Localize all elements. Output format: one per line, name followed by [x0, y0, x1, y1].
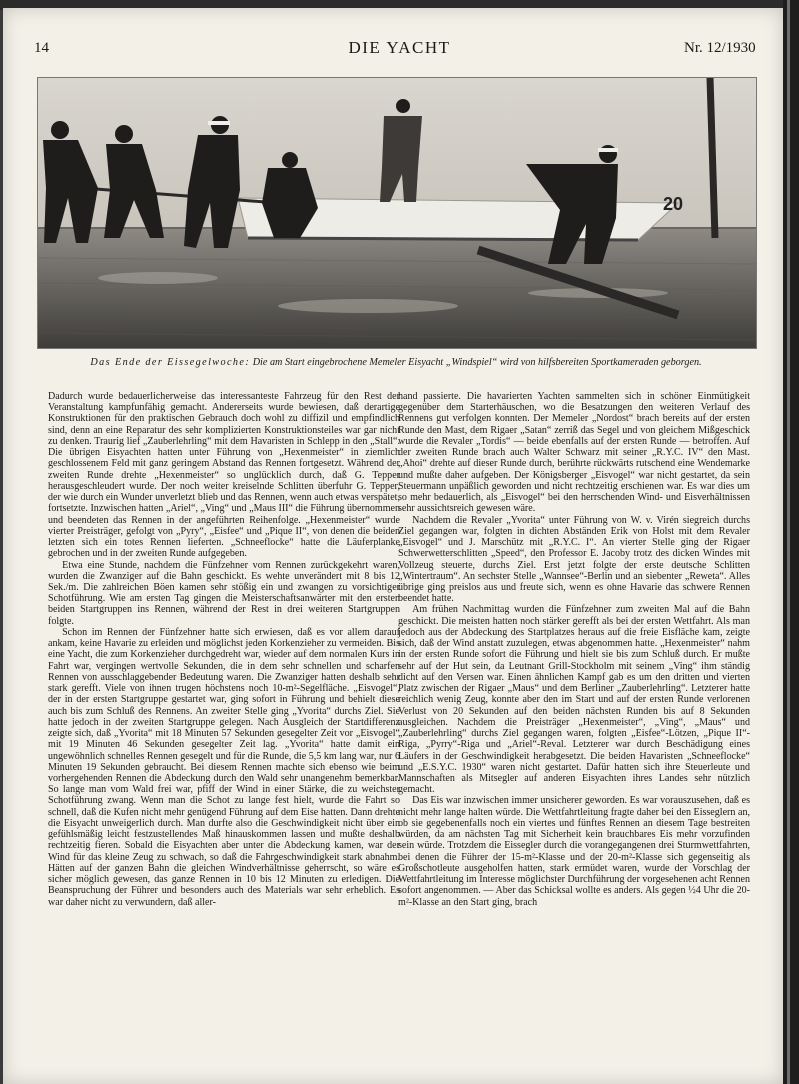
caption-text: Die am Start eingebrochene Memeler Eisyacht „Windspiel“ wird von hilfsbereiten Sportkameraden geborgen.	[252, 357, 702, 368]
sail-number: 20	[663, 194, 684, 214]
ice-yacht-photo	[37, 77, 757, 349]
page-number: 14	[34, 40, 49, 56]
text-column-left	[48, 391, 400, 908]
issue-number: Nr. 12/1930	[684, 40, 756, 56]
text-column-right	[398, 391, 750, 908]
paragraph: Nachdem die Revaler „Yvorita“ unter Führung von W. v. Virén siegreich durchs Ziel gegangen war, folgten in dichten Abständen Erik von Holst mit dem Revaler „Eisvogel“ und J. Marschütz mit „R.Y.C. I“. An vierter Stelle ging der Rigaer Schwerwetterschlitten „Speed“, den Professor E. Jacoby trotz des dicken Windes mit Vollzeug steuerte, durchs Ziel. Erst jetzt folgte der erste deutsche Schlitten „Wintertraum“. An sechster Stelle „Wannsee“-Berlin und an siebenter „Reweta“. Alles übrige ging preislos aus und freute sich, wenn es ohne Havarie das schwere Rennen beendet hatte.	[398, 514, 750, 605]
paragraph: Schon im Rennen der Fünfzehner hatte sich erwiesen, daß es vor allem darauf ankam, keine Havarie zu erleiden und möglichst jeden Korkenzieher zu vermeiden. Bis eine Yacht, die zum Korkenzieher durchgedreht war, wieder auf dem normalen Kurs in Fahrt war, vergingen wertvolle Sekunden, die in dem sehr schnellen und scharfen Rennen von ausschlaggebender Bedeutung waren. Die Zwanziger hatten deshalb sehr stark gerefft. Viele von ihnen trugen höchstens noch 10-m²-Segelfläche. „Eisvogel“, der in der ersten Startgruppe gestartet war, ging sofort in Führung und behielt diese auch bis zum Schluß des Rennens. An zweiter Stelle ging „Yvorita“ durchs Ziel. Sie hatte jedoch in der zweiten Startgruppe gelegen. Nach Ausgleich der Startdifferenz zeigte sich, daß „Yvorita“ mit 18 Minuten 57 Sekunden gesegelter Zeit vor „Eisvogel“ mit 19 Minuten 46 Sekunden gesegelter Zeit lag. „Yvorita“ hatte damit ein ungewöhnlich schnelles Rennen gesegelt und für die Runde, die 5,5 km lang war, nur 6 Minuten 19 Sekunden gebraucht. Bei diesem Rennen machte sich ebenso wie beim vorhergehenden Rennen die Abdeckung durch den Wald sehr unangenehm bemerkbar. So lange man vom Wald frei war, pfiff der Wind in einer Stärke, die zu weichster Schotführung zwang. Wenn man die Schot zu lange fest hielt, wurde die Fahrt so schnell, daß die Kufen nicht mehr genügend Führung auf dem Eise hatten. Dann drehte die Eisyacht unweigerlich durch. Man durfte also die Geschwindigkeit nicht über ein gefühlsmäßig leicht festzustellendes Maß hinauskommen lassen und mußte deshalb rechtzeitig fieren. Sobald die Eisyachten aber unter die Abdeckung kamen, war der Wind für das kleine Zeug zu schwach, so daß die Fahrgeschwindigkeit stark abnahm. Hätten auf der ganzen Bahn die gleichen Windverhältnisse geherrscht, so wäre es sicher möglich gewesen, das ganze Rennen in 10 bis 12 Minuten zu erledigen. Die Beanspruchung der Führer und besonders auch des Materials war sehr erheblich. Es war daher nicht zu verwundern, daß aller-	[48, 626, 400, 908]
paragraph: hand passierte. Die havarierten Yachten sammelten sich in schöner Einmütigkeit gegenüber dem Starterhäuschen, wo die Besatzungen den weiteren Verlauf des Rennens gut verfolgen konnten. Der Memeler „Nordost“ brach bereits auf der ersten Runde den Mast, dem Rigaer „Satan“ zerriß das Segel und von gleichem Mißgeschick wurde die Revaler „Tordis“ — beide ebenfalls auf der ersten Runde — betroffen. Auf der zweiten Runde brach auch Walter Schwarz mit seiner „R.Y.C. IV“ den Mast. „Ahoi“ drehte auf dieser Runde durch, berührte rückwärts rutschend eine Wendemarke und mußte daher aufgeben. Der Königsberger „Eisvogel“ war nicht gestartet, da sein Steuermann unpäßlich geworden und nicht rechtzeitig erschienen war. Es war dies um so mehr bedauerlich, als „Eisvogel“ bei den herrschenden Wind- und Eisverhältnissen sehr aussichtsreich gewesen wäre.	[398, 391, 750, 515]
caption-lead: Das Ende der Eissegelwoche:	[90, 357, 251, 368]
paragraph: Das Eis war inzwischen immer unsicherer geworden. Es war vorauszusehen, daß es nicht mehr lange halten würde. Die Wettfahrtleitung fragte daher bei den Eisseglern an, ob sie gegebenenfalls noch ein viertes und fünftes Rennen an diesem Tage bestreiten würden, da am nächsten Tag mit Sicherheit kein brauchbares Eis mehr vorzufinden sein würde. Trotzdem die Eissegler durch die vorangegangenen drei Sturmwettfahrten, bei denen die Führer der 15-m²-Klasse und der 20-m²-Klasse sich gegenseitig als Großschotleute ausgeholfen hatten, stark ermüdet waren, wurde der Vorschlag der Wettfahrtleitung im Interesse möglichster Durchführung der vorgesehenen acht Rennen sofort angenommen. — Aber das Schicksal wollte es anders. Als gegen ½4 Uhr die 20-m²-Klasse an den Start ging, brach	[398, 795, 750, 908]
paragraph: Dadurch wurde bedauerlicherweise das interessanteste Fahrzeug für den Rest der Veranstaltung kampfunfähig gemacht. Andererseits wurde bewiesen, daß derartige Konstruktionen für den praktischen Gebrauch doch wohl zu diffizil und empfindlich sind, denn an eine Reparatur des sehr komplizierten Konstruktionsteiles war gar nicht zu denken. Traurig lief „Zauberlehrling“ mit dem Havaristen in Schlepp in den „Stall“. Die übrigen Eisyachten hatten unter Führung von „Hexenmeister“ in ziemlich geschlossenem Feld mit ganz geringem Abstand das Rennen fortgesetzt. Während der zweiten Runde drehte „Hexenmeister“ so unglücklich durch, daß G. Tepper herausgeschleudert wurde. Der noch weiter kreiselnde Schlitten überfuhr G. Tepper, der wie durch ein Wunder unverletzt blieb und das Rennen, wenn auch etwas verspätet, fortsetzte. Inzwischen hatten „Ariel“, „Ving“ und „Maus III“ die Führung übernommen und beendeten das Rennen in der angeführten Reihenfolge. „Hexenmeister“ wurde vierter Preisträger, gefolgt von „Pyry“, „Eisfee“ und „Pique II“, von denen die beiden letzten sich ein totes Rennen lieferten. „Schneeflocke“ hatte die Läuferplanke gebrochen und in der zweiten Runde aufgegeben.	[48, 391, 400, 560]
paragraph: Am frühen Nachmittag wurden die Fünfzehner zum zweiten Mal auf die Bahn geschickt. Die meisten hatten noch stärker gerefft als bei der ersten Wettfahrt. Als man jedoch aus der Abdeckung des Startplatzes heraus auf die freie Eisfläche kam, zeigte sich, daß der Wind anstatt zuzulegen, etwas abgenommen hatte. „Hexenmeister“ nahm in der ersten Runde sofort die Führung und hielt sie bis zum Schluß durch. Er mußte sehr auf der Hut sein, da Leutnant Grill-Stockholm mit seinem „Ving“ ihm ständig dicht auf den Versen war. Einen ähnlichen Kampf gab es um den dritten und vierten Platz zwischen der Rigaer „Maus“ und dem Berliner „Zauberlehrling“. Letzterer hatte reichlich wenig Zeug, konnte aber den im Start und auf der ersten Runde verlorenen Verlust von 20 Sekunden auf den beiden nächsten Runden bis auf 8 Sekunden ausgleichen. Nachdem die Preisträger „Hexenmeister“, „Ving“, „Maus“ und „Zauberlehrling“ durchs Ziel gegangen waren, folgten „Eisfee“-Lötzen, „Pique II“-Riga, „Pyrry“-Riga und „Ariel“-Reval. Letzterer war durch Beschädigung eines Läufers in der Geschwindigkeit herabgesetzt. Die beiden Havaristen „Schneeflocke“ und „E.S.Y.C. 1930“ waren nicht gestartet. Dafür hatten sich ihre Steuerleute und Mannschaften als Mitsegler auf anderen Eisyachten ihres Landes sehr nützlich gemacht.	[398, 604, 750, 796]
scan-right-edge	[783, 0, 799, 1084]
magazine-title: DIE YACHT	[348, 38, 451, 57]
paragraph: Etwa eine Stunde, nachdem die Fünfzehner vom Rennen zurückgekehrt waren, wurden die Zwanziger auf die Bahn geschickt. Es wehte unverändert mit 8 bis 12 Sek./m. Die zahlreichen Böen kamen sehr stößig ein und zwangen zu vorsichtiger Schotführung. Wie am ersten Tag gingen die Meisterschaftsanwärter mit den ersten beiden Startgruppen ins Rennen, während der Rest in drei weiteren Startgruppen folgte.	[48, 559, 400, 627]
photo-caption	[40, 356, 752, 369]
photo-illustration	[38, 78, 756, 348]
